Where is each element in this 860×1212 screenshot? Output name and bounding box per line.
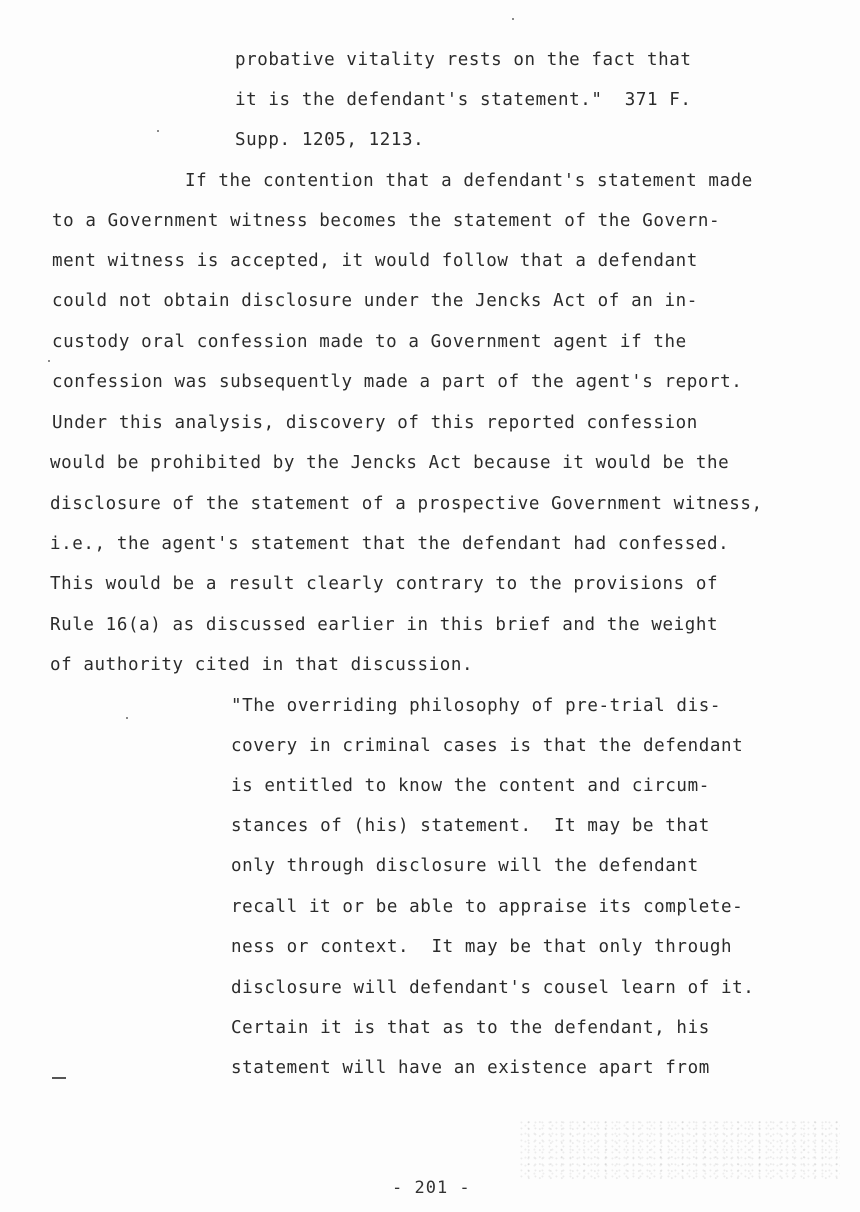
block-quote-line-3: is entitled to know the content and circum- [231, 776, 710, 796]
block-quote-line-8: disclosure will defendant's cousel learn of it. [231, 978, 755, 998]
block-quote-line-6: recall it or be able to appraise its complete- [231, 897, 744, 917]
quote-continuation-line-2: it is the defendant's statement." 371 F. [235, 90, 692, 110]
body-line-9: disclosure of the statement of a prospective Government witness, [50, 494, 763, 514]
block-quote-line-2: covery in criminal cases is that the defendant [231, 736, 744, 756]
body-line-2: to a Government witness becomes the statement of the Govern- [52, 211, 721, 231]
page-number: - 201 - [392, 1178, 471, 1198]
block-quote-line-9: Certain it is that as to the defendant, his [231, 1018, 710, 1038]
body-line-8: would be prohibited by the Jencks Act because it would be the [50, 453, 730, 473]
body-line-6: confession was subsequently made a part of the agent's report. [52, 372, 743, 392]
block-quote-line-1: "The overriding philosophy of pre-trial dis- [231, 696, 721, 716]
block-quote-line-10: statement will have an existence apart from [231, 1058, 710, 1078]
body-line-4: could not obtain disclosure under the Jencks Act of an in- [52, 291, 698, 311]
quote-continuation-line-1: probative vitality rests on the fact that [235, 50, 692, 70]
margin-dash-mark [52, 1077, 66, 1079]
body-line-5: custody oral confession made to a Government agent if the [52, 332, 687, 352]
scan-speck [512, 18, 514, 20]
scan-speck [48, 360, 50, 362]
quote-continuation-line-3: Supp. 1205, 1213. [235, 130, 425, 150]
scan-noise [520, 1120, 840, 1180]
body-line-3: ment witness is accepted, it would follow that a defendant [52, 251, 698, 271]
block-quote-line-5: only through disclosure will the defendant [231, 856, 699, 876]
body-line-1: If the contention that a defendant's statement made [185, 171, 753, 191]
block-quote-line-7: ness or context. It may be that only through [231, 937, 733, 957]
scan-speck [126, 717, 128, 719]
scan-speck [157, 130, 159, 132]
body-line-12: Rule 16(a) as discussed earlier in this brief and the weight [50, 615, 719, 635]
body-line-7: Under this analysis, discovery of this reported confession [52, 413, 698, 433]
block-quote-line-4: stances of (his) statement. It may be that [231, 816, 710, 836]
body-line-11: This would be a result clearly contrary to the provisions of [50, 574, 719, 594]
body-line-13: of authority cited in that discussion. [50, 655, 474, 675]
body-line-10: i.e., the agent's statement that the defendant had confessed. [50, 534, 730, 554]
